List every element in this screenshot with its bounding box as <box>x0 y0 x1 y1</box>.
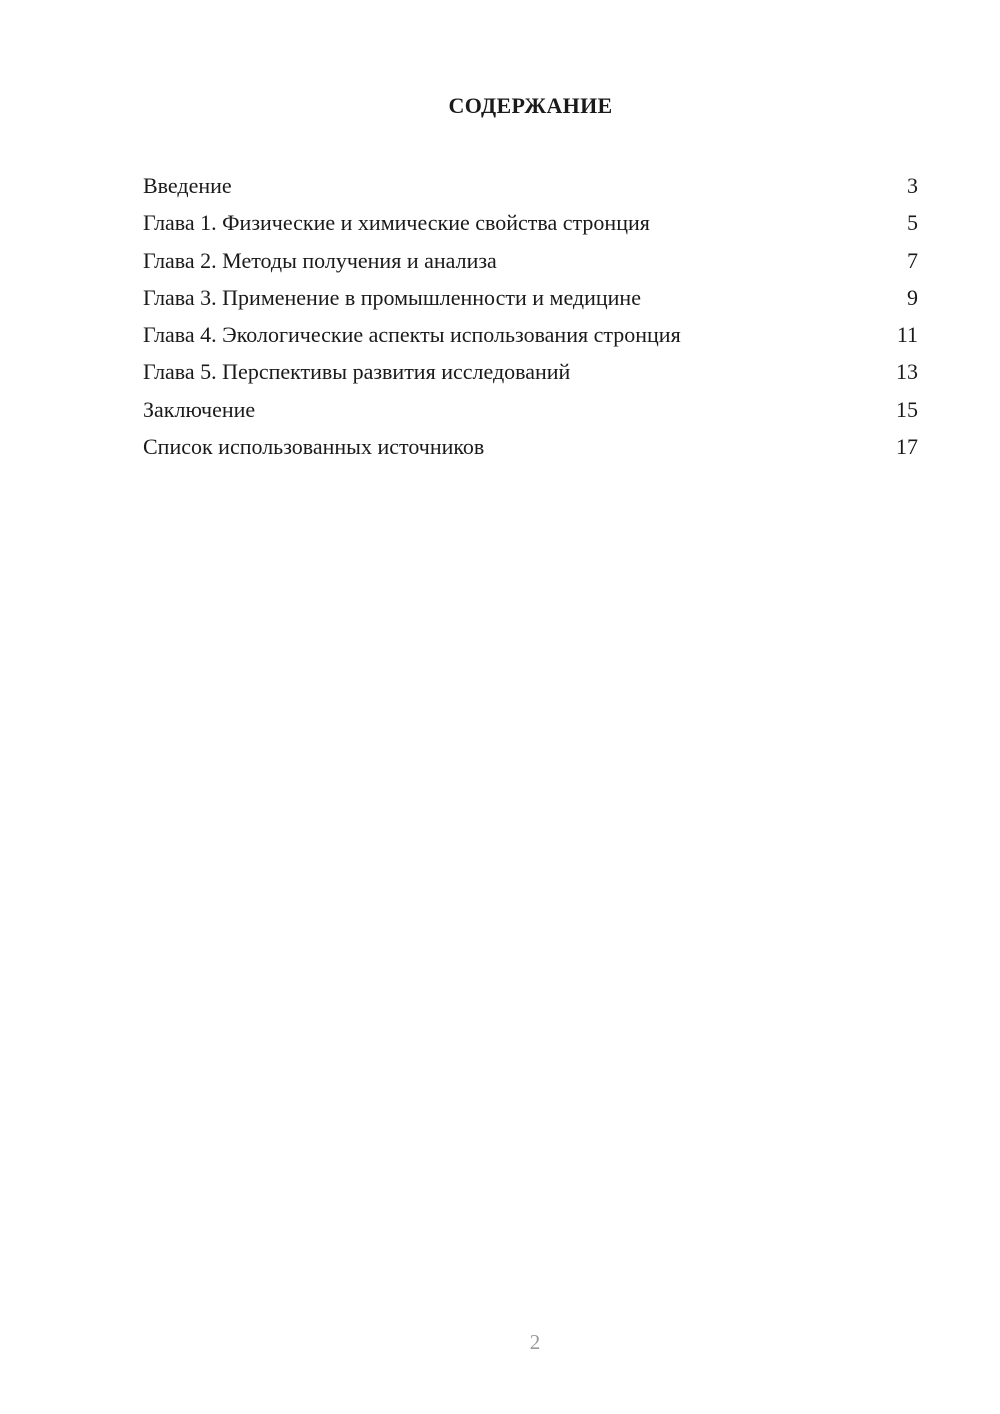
toc-entry <box>143 428 918 465</box>
toc-entry <box>143 242 918 279</box>
toc-entry-label: Заключение <box>143 396 256 422</box>
toc-entry <box>143 316 918 353</box>
toc-entry-page: 7 <box>907 247 918 273</box>
toc-entry <box>143 204 918 241</box>
toc-entry-page: 11 <box>896 322 918 348</box>
page-number: 2 <box>529 1330 541 1354</box>
table-of-contents <box>143 167 918 465</box>
toc-entry-label: Список использованных источников <box>143 434 485 460</box>
toc-entry-page: 17 <box>896 434 918 460</box>
toc-entry-label: Введение <box>143 173 232 198</box>
toc-entry <box>143 353 918 390</box>
toc-entry-page: 13 <box>896 359 918 385</box>
toc-entry-label: Глава 1. Физические и химические свойства стронция <box>143 210 650 236</box>
toc-entry-label: Глава 3. Применение в промышленности и медицине <box>143 284 641 310</box>
toc-entry <box>143 167 918 204</box>
toc-entry-page: 3 <box>907 173 918 198</box>
toc-entry-page: 15 <box>896 396 918 422</box>
toc-entry-label: Глава 5. Перспективы развития исследований <box>143 359 571 385</box>
toc-title: СОДЕРЖАНИЕ <box>448 93 613 118</box>
toc-entry-page: 9 <box>907 284 918 310</box>
toc-entry <box>143 279 918 316</box>
toc-entry <box>143 391 918 428</box>
toc-entry-page: 5 <box>907 210 918 236</box>
toc-entry-label: Глава 4. Экологические аспекты использования стронция <box>143 322 681 348</box>
toc-entry-label: Глава 2. Методы получения и анализа <box>143 247 497 273</box>
